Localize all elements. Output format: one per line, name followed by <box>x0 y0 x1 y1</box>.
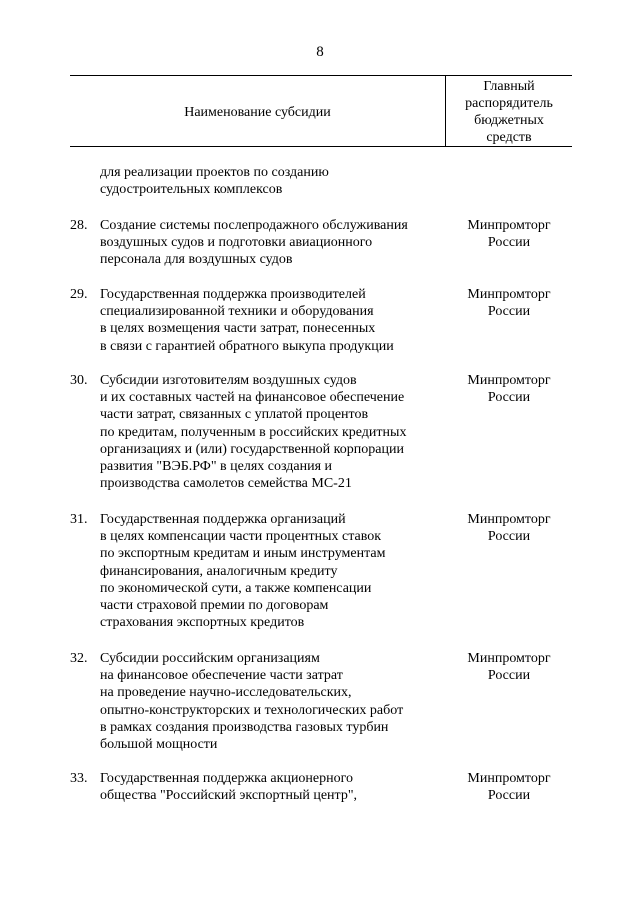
row-ministry <box>446 372 572 406</box>
row-text-line: Субсидии российским организациям <box>100 651 320 666</box>
row-text-line: в целях возмещения части затрат, понесенных <box>100 321 376 337</box>
row-ministry-line: Минпромторг <box>467 373 551 388</box>
row-text-line: специализированной техники и оборудования <box>100 304 374 320</box>
row-text-line: опытно-конструкторских и технологических работ <box>100 702 404 718</box>
row-ministry-line: Минпромторг <box>467 512 551 527</box>
row-ministry <box>446 511 572 545</box>
row-ministry <box>446 286 572 320</box>
row-text-line: производства самолетов семейства МС-21 <box>100 476 352 492</box>
row-text-line: и их составных частей на финансовое обеспечение <box>100 390 405 406</box>
row-text-line: части страховой премии по договорам <box>100 598 329 614</box>
row-number: 29. <box>70 287 88 302</box>
row-ministry <box>446 770 572 804</box>
row-text-line: финансирования, аналогичным кредиту <box>100 563 338 579</box>
row-number: 28. <box>70 218 88 233</box>
row-text-line: общества "Российский экспортный центр", <box>100 788 358 804</box>
column-header-line: бюджетных <box>474 113 544 128</box>
row-text-line: развития "ВЭБ.РФ" в целях создания и <box>100 459 333 475</box>
row-number: 30. <box>70 373 88 388</box>
row-text-line: в рамках создания производства газовых турбин <box>100 719 389 735</box>
row-text-line: Субсидии изготовителям воздушных судов <box>100 373 357 388</box>
row-text-line: по экспортным кредитам и иным инструментам <box>100 546 386 562</box>
row-text-line: части затрат, связанных с уплатой процентов <box>100 407 369 423</box>
row-text <box>100 770 480 804</box>
row-text-line: для реализации проектов по созданию <box>100 165 329 180</box>
row-text <box>100 217 480 269</box>
row-ministry-line: Минпромторг <box>467 218 551 233</box>
row-text <box>100 372 480 492</box>
table-header-bottom-rule <box>70 146 572 147</box>
row-text-line: персонала для воздушных судов <box>100 252 293 268</box>
row-ministry-line: России <box>487 668 531 684</box>
row-ministry-line: России <box>487 529 531 545</box>
row-text-line: по экономической сути, а также компенсации <box>100 580 372 596</box>
row-text <box>100 164 480 198</box>
row-text-line: в целях компенсации части процентных ставок <box>100 529 382 545</box>
column-header-line: средств <box>486 130 532 145</box>
row-ministry-line: России <box>487 390 531 406</box>
row-text-line: страхования экспортных кредитов <box>100 615 305 631</box>
row-text-line: Государственная поддержка организаций <box>100 512 346 527</box>
column-header-budget-administrator <box>446 78 572 146</box>
row-text-line: организациях и (или) государственной корпорации <box>100 441 404 457</box>
row-number: 32. <box>70 651 88 666</box>
row-ministry <box>446 650 572 684</box>
row-ministry-line: России <box>487 304 531 320</box>
row-ministry-line: Минпромторг <box>467 651 551 666</box>
column-header-line: распорядитель <box>465 96 553 111</box>
row-number: 33. <box>70 771 88 786</box>
row-text-line: Государственная поддержка акционерного <box>100 771 354 786</box>
row-text <box>100 650 480 753</box>
row-text <box>100 286 480 355</box>
row-text <box>100 511 480 631</box>
row-text-line: судостроительных комплексов <box>100 182 283 198</box>
table-header-top-rule <box>70 75 572 76</box>
row-ministry-line: России <box>487 235 531 251</box>
row-text-line: Государственная поддержка производителей <box>100 287 366 302</box>
column-header-line: Главный <box>483 79 535 94</box>
row-text-line: на проведение научно-исследовательских, <box>100 685 352 701</box>
row-text-line: воздушных судов и подготовки авиационного <box>100 235 373 251</box>
row-text-line: в связи с гарантией обратного выкупа продукции <box>100 338 394 354</box>
row-text-line: на финансовое обеспечение части затрат <box>100 668 343 684</box>
row-text-line: Создание системы послепродажного обслуживания <box>100 218 408 233</box>
row-ministry-line: Минпромторг <box>467 287 551 302</box>
row-text-line: большой мощности <box>100 737 218 753</box>
row-ministry <box>446 217 572 251</box>
column-header-subsidy-name: Наименование субсидии <box>184 105 331 120</box>
row-ministry-line: Минпромторг <box>467 771 551 786</box>
row-ministry-line: России <box>487 788 531 804</box>
row-number: 31. <box>70 512 88 527</box>
row-text-line: по кредитам, полученным в российских кредитных <box>100 424 407 440</box>
page-number: 8 <box>316 44 324 60</box>
